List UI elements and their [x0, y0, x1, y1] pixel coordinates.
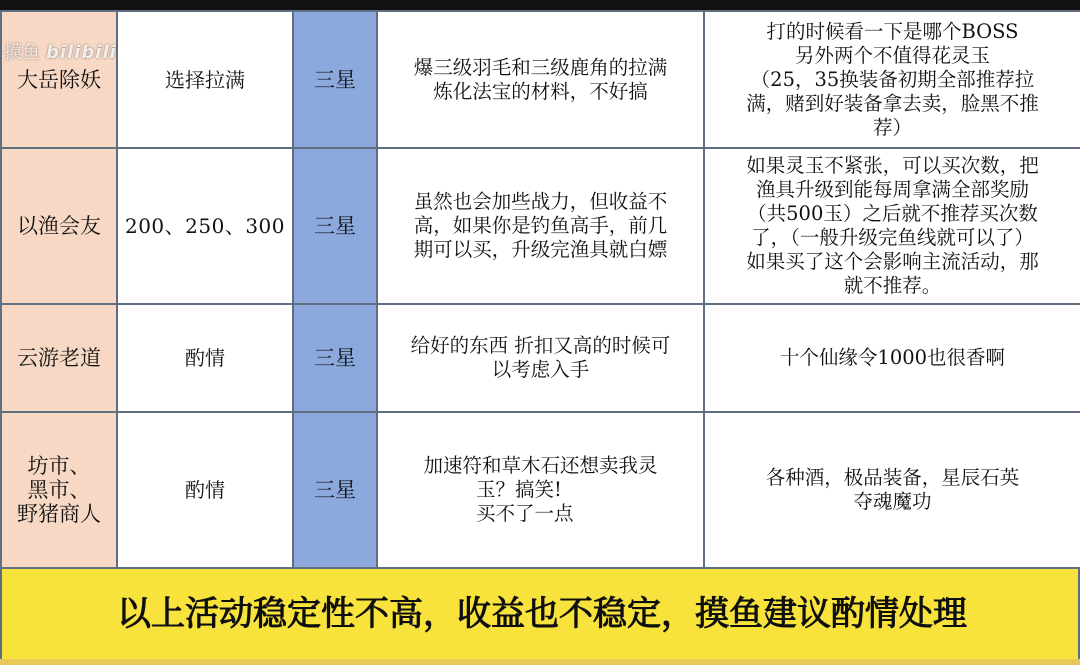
- banner-text: 以上活动稳定性不高，收益也不稳定，摸鱼建议酌情处理: [117, 594, 967, 634]
- rating-cell: 三星: [293, 11, 377, 148]
- note-line: 荐）: [872, 115, 912, 139]
- bottom-strip: [0, 659, 1080, 665]
- note-line: 满，赌到好装备拿去卖，脸黑不推: [746, 91, 1039, 115]
- top-dark-bar: [0, 0, 1080, 10]
- activity-name-cell: 以渔会友: [1, 148, 117, 304]
- rating-cell: 三星: [293, 148, 377, 304]
- table-row: [1, 11, 1080, 148]
- table-row: [1, 148, 1080, 304]
- desc-line: 给好的东西 折扣又高的时候可: [410, 334, 671, 357]
- rating-cell: 三星: [293, 412, 377, 568]
- rating-cell: 三星: [293, 304, 377, 412]
- note-line: 另外两个不值得花灵玉: [794, 43, 990, 67]
- note-line: 如果买了这个会影响主流活动，那: [746, 250, 1039, 273]
- note-cell: [704, 11, 1080, 148]
- name-line: 野猪商人: [17, 502, 101, 526]
- name-line: 黑市、: [27, 478, 91, 502]
- desc-line: 以考虑入手: [491, 358, 590, 381]
- note-cell: [704, 148, 1080, 304]
- desc-line: 玉？搞笑!: [476, 478, 562, 501]
- requirement-cell: 选择拉满: [117, 11, 293, 148]
- note-cell: [704, 412, 1080, 568]
- name-line: 坊市、: [27, 454, 91, 478]
- note-line: 就不推荐。: [843, 274, 942, 297]
- note-cell: [704, 304, 1080, 412]
- note-line: 如果灵玉不紧张，可以买次数，把: [746, 154, 1039, 177]
- desc-line: 加速符和草木石还想卖我灵: [423, 454, 658, 477]
- note-line: （共500玉）之后就不推荐买次数: [747, 202, 1038, 225]
- activity-name-cell: 大岳除妖: [1, 11, 117, 148]
- desc-line: 期可以买，升级完渔具就白嫖: [413, 238, 668, 261]
- activity-name-cell: [1, 412, 117, 568]
- desc-line: 炼化法宝的材料，不好搞: [433, 79, 648, 103]
- note-line: 打的时候看一下是哪个BOSS: [766, 19, 1019, 43]
- desc-line: 高，如果你是钓鱼高手，前几: [413, 214, 668, 237]
- desc-line: 爆三级羽毛和三级鹿角的拉满: [413, 55, 668, 79]
- note-line: （25，35换装备初期全部推荐拉: [750, 67, 1035, 91]
- requirement-cell: 酌情: [117, 304, 293, 412]
- conclusion-banner: [0, 567, 1080, 663]
- note-line: 渔具升级到能每周拿满全部奖励: [755, 178, 1029, 201]
- note-line: 十个仙缘令1000也很香啊: [779, 346, 1006, 369]
- note-line: 各种酒，极品装备，星辰石英: [765, 466, 1020, 489]
- description-cell: [377, 11, 704, 148]
- requirement-cell: 酌情: [117, 412, 293, 568]
- table-row: [1, 304, 1080, 412]
- requirement-cell: 200、250、300: [117, 148, 293, 304]
- table-row: [1, 412, 1080, 568]
- description-cell: [377, 412, 704, 568]
- activity-name-cell: 云游老道: [1, 304, 117, 412]
- description-cell: [377, 304, 704, 412]
- note-line: 夺魂魔功: [853, 490, 932, 513]
- bilibili-logo-icon: bilibili: [46, 42, 117, 63]
- description-cell: [377, 148, 704, 304]
- bilibili-watermark: [4, 38, 117, 64]
- activity-table: [0, 10, 1080, 569]
- note-line: 了，（一般升级完鱼线就可以了）: [751, 226, 1034, 249]
- desc-line: 买不了一点: [476, 502, 574, 525]
- watermark-text: 摸鱼: [4, 42, 40, 63]
- desc-line: 虽然也会加些战力，但收益不: [413, 190, 668, 213]
